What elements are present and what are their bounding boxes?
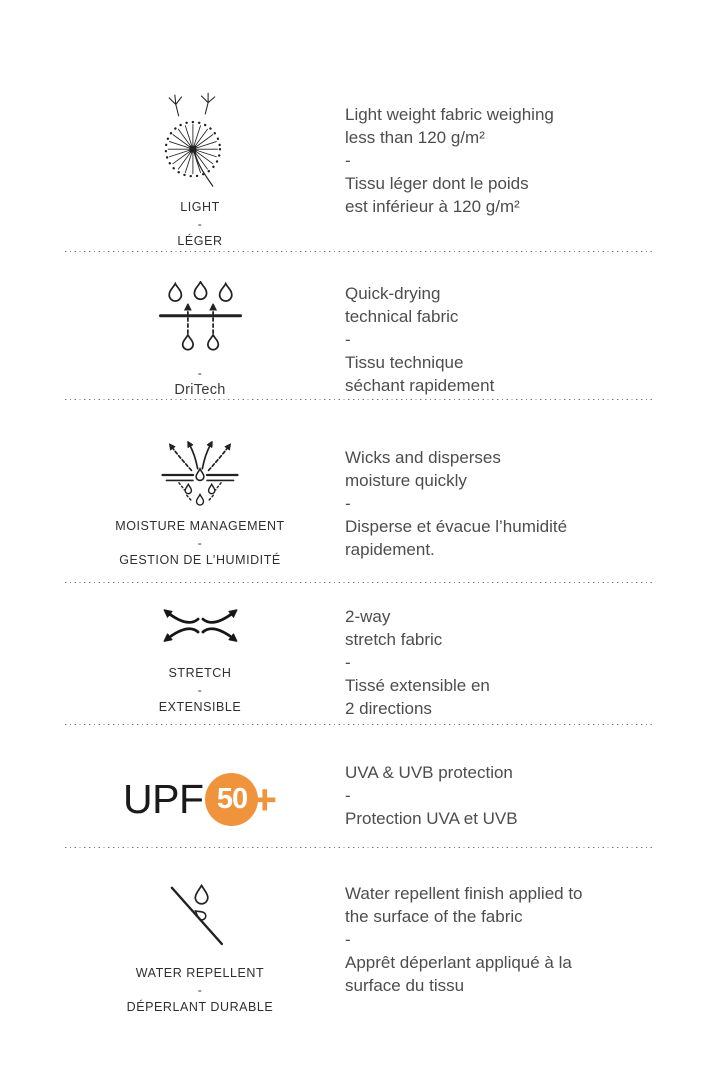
stretch-label xyxy=(159,665,242,716)
upf50-badge xyxy=(123,773,277,826)
text-separator: - xyxy=(345,494,351,513)
text-line: surface du tissu xyxy=(345,976,465,995)
text-line: less than 120 g/m² xyxy=(345,128,485,147)
text-line: Apprêt déperlant appliqué à la xyxy=(345,953,572,972)
text-line: rapidement. xyxy=(345,540,435,559)
quick-dry-icon-column xyxy=(65,252,335,399)
text-line: stretch fabric xyxy=(345,630,443,649)
quick-dry-icon xyxy=(157,281,244,361)
text-line: Disperse et évacue l’humidité xyxy=(345,517,568,536)
feature-row-moisture xyxy=(0,400,720,582)
upf-text: UPF xyxy=(122,776,204,822)
label-dash: - xyxy=(197,536,203,550)
moisture-management-icon xyxy=(157,436,243,514)
text-line: Water repellent finish applied to xyxy=(345,884,583,903)
text-line: UVA & UVB protection xyxy=(345,763,513,782)
stretch-icon xyxy=(156,603,245,653)
text-separator: - xyxy=(345,653,351,672)
text-separator: - xyxy=(345,930,351,949)
feature-row-upf xyxy=(0,725,720,847)
label-dash: - xyxy=(197,983,203,997)
label-dash: - xyxy=(197,366,203,380)
text-line: the surface of the fabric xyxy=(345,907,523,926)
upf-number: 50 xyxy=(216,783,248,815)
text-line: moisture quickly xyxy=(345,471,467,490)
water-repellent-icon xyxy=(161,880,239,958)
label-line: GESTION DE L’HUMIDITÉ xyxy=(119,553,281,567)
label-line: LIGHT xyxy=(180,200,220,214)
upf-description xyxy=(335,725,665,847)
stretch-icon-column xyxy=(65,583,335,724)
stretch-description xyxy=(335,583,665,724)
text-line: Wicks and disperses xyxy=(345,448,501,467)
quick-dry-description xyxy=(335,252,665,399)
text-separator: - xyxy=(345,786,351,805)
text-line: technical fabric xyxy=(345,307,459,326)
label-dash: - xyxy=(197,217,203,231)
feature-row-water-repellent xyxy=(0,848,720,1080)
text-line: Protection UVA et UVB xyxy=(345,809,518,828)
feature-row-stretch xyxy=(0,583,720,724)
label-line: DÉPERLANT DURABLE xyxy=(126,1000,274,1014)
label-dash: - xyxy=(197,683,203,697)
feature-row-light xyxy=(0,0,720,251)
water-repellent-icon-column xyxy=(65,848,335,1080)
upf-circle xyxy=(205,773,258,826)
feature-row-quick-dry xyxy=(0,252,720,399)
text-line: Quick-drying xyxy=(345,284,441,303)
water-repellent-description xyxy=(335,848,665,1080)
text-line: Light weight fabric weighing xyxy=(345,105,554,124)
moisture-icon-column xyxy=(65,400,335,582)
text-line: 2-way xyxy=(345,607,391,626)
moisture-label xyxy=(115,518,284,569)
label-line: EXTENSIBLE xyxy=(158,700,242,714)
water-repellent-label xyxy=(127,965,274,1016)
text-line: Tissu léger dont le poids xyxy=(345,174,529,193)
label-line: STRETCH xyxy=(168,666,232,680)
label-line: MOISTURE MANAGEMENT xyxy=(115,519,285,533)
label-line: LÉGER xyxy=(177,234,223,248)
upf-plus: + xyxy=(252,775,278,823)
text-separator: - xyxy=(345,330,351,349)
text-line: séchant rapidement xyxy=(345,376,495,395)
text-separator: - xyxy=(345,151,351,170)
moisture-description xyxy=(335,400,665,582)
upf-icon-column xyxy=(65,725,335,847)
text-line: Tissu technique xyxy=(345,353,464,372)
label-line: DriTech xyxy=(174,382,226,398)
light-label xyxy=(177,199,222,250)
text-line: est inférieur à 120 g/m² xyxy=(345,197,520,216)
light-description xyxy=(335,0,665,251)
text-line: Tissé extensible en xyxy=(345,676,490,695)
light-icon-column xyxy=(65,0,335,251)
dandelion-icon xyxy=(153,90,248,195)
dritech-label xyxy=(174,365,225,399)
label-line: WATER REPELLENT xyxy=(135,966,265,980)
text-line: 2 directions xyxy=(345,699,432,718)
